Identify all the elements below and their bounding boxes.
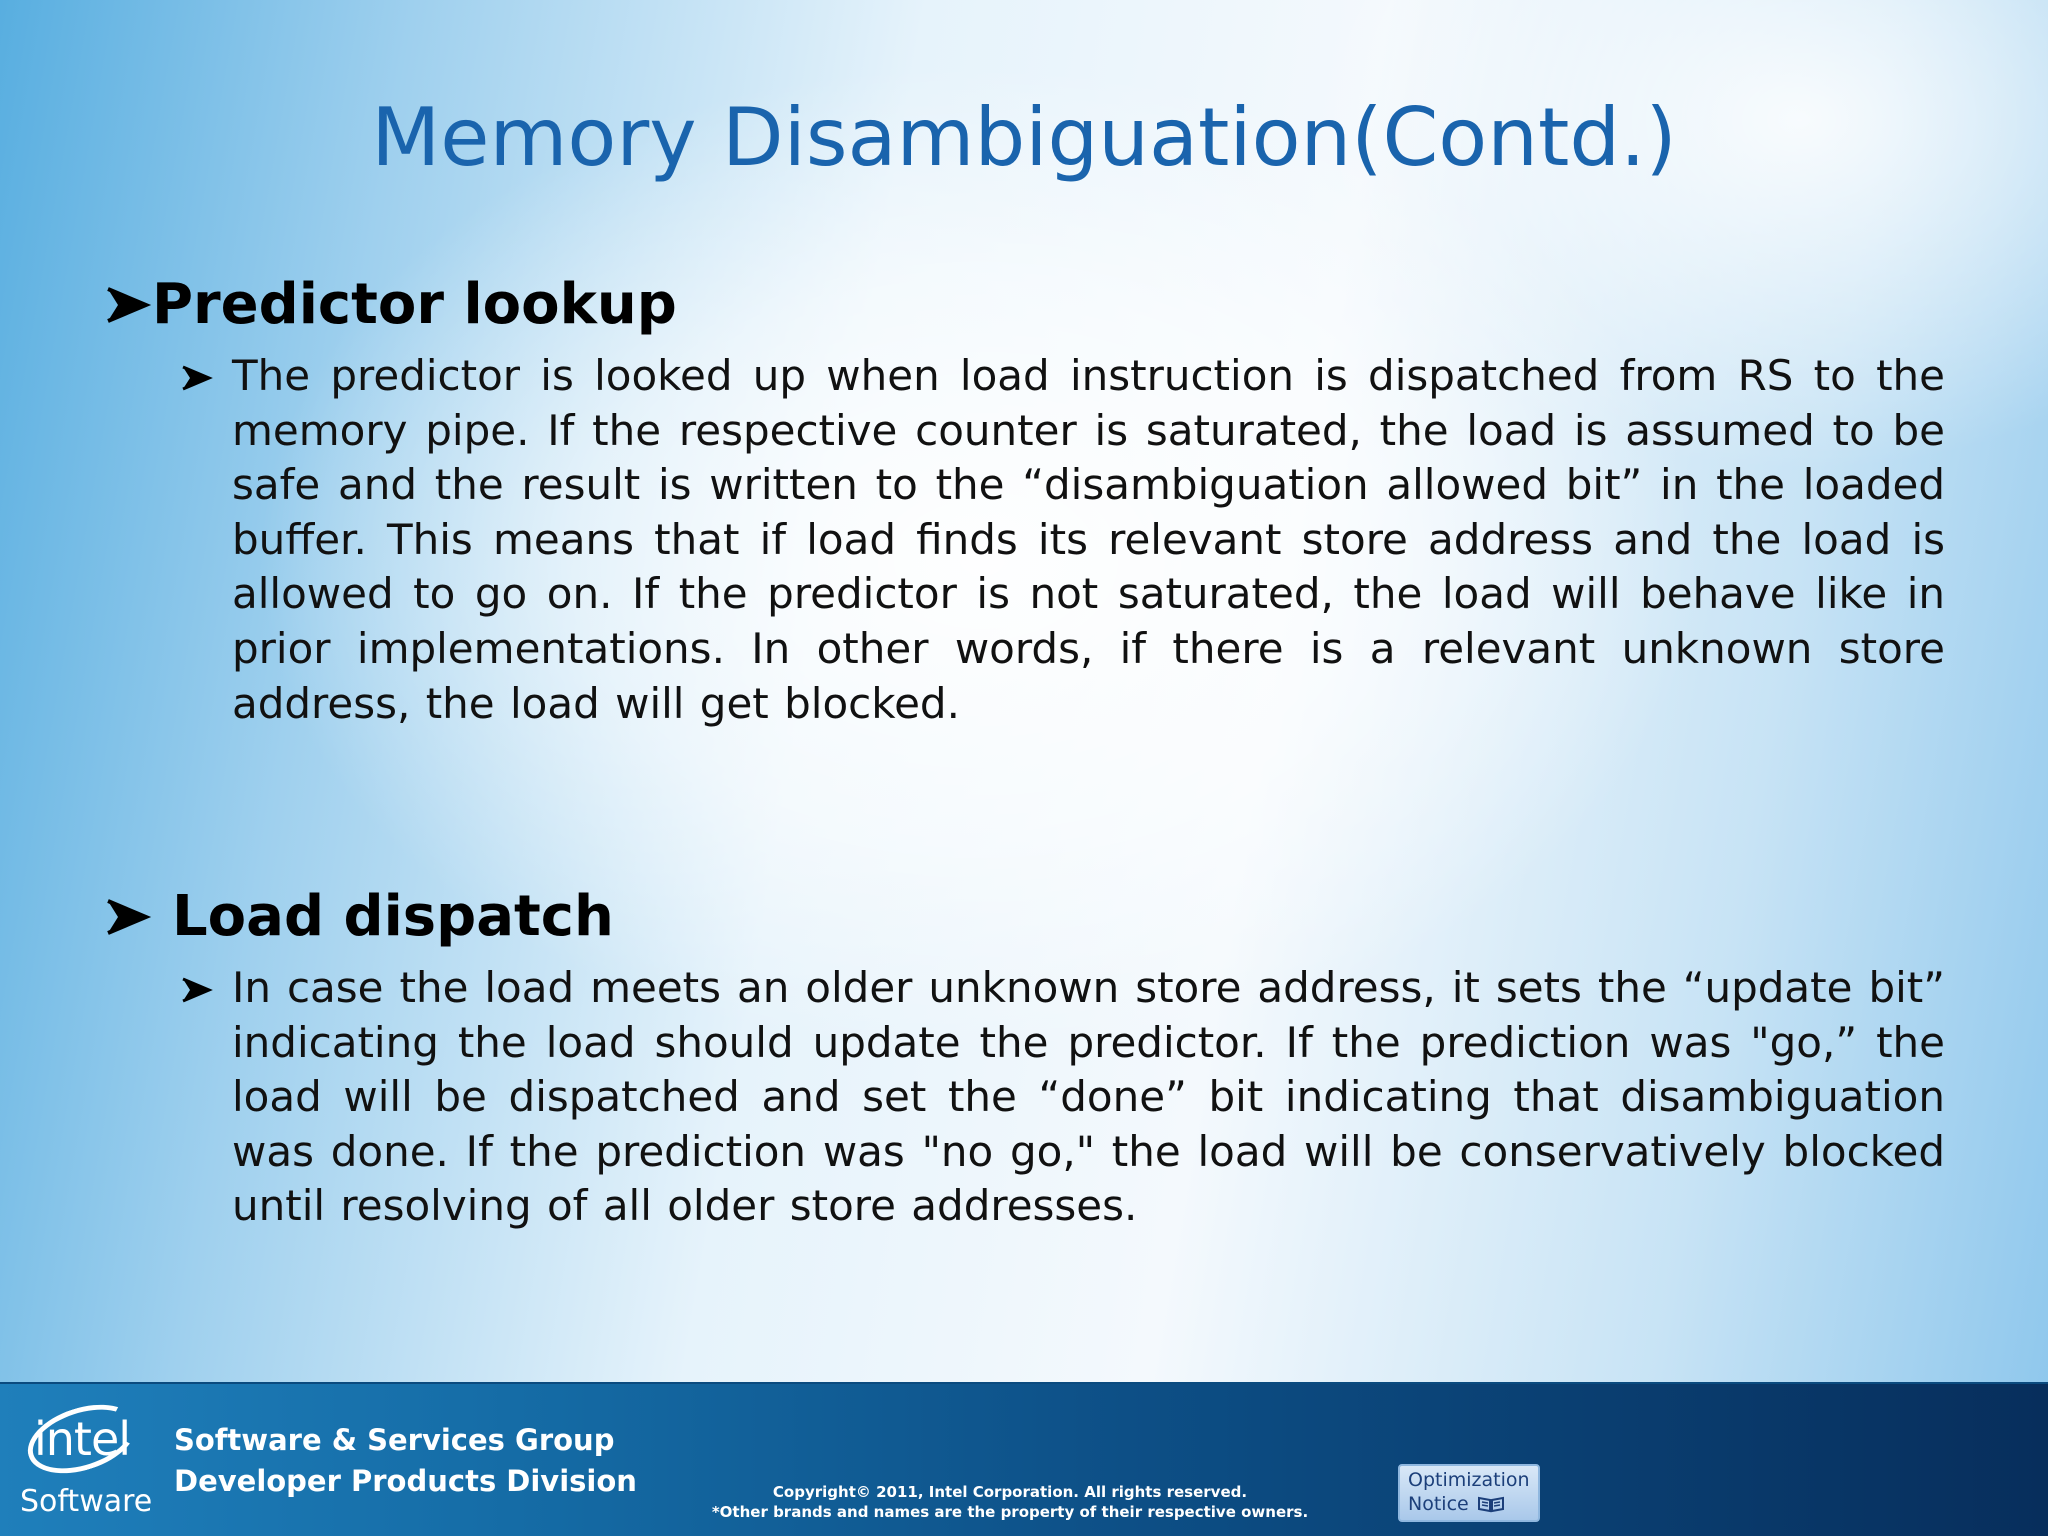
section-heading-predictor-lookup	[106, 270, 677, 340]
copyright-line: Copyright© 2011, Intel Corporation. All rights reserved.	[772, 1483, 1248, 1501]
arrow-bullet-icon	[180, 975, 214, 1005]
footer-bar	[0, 1382, 2048, 1536]
trademark-line: *Other brands and names are the property of their respective owners.	[711, 1503, 1309, 1521]
intel-software-label: Software	[20, 1484, 153, 1519]
section-heading-text: Load dispatch	[172, 884, 614, 949]
division-info	[174, 1420, 637, 1502]
book-icon	[1477, 1495, 1505, 1513]
slide-title: Memory Disambiguation(Contd.)	[371, 91, 1677, 184]
optimization-notice-button[interactable]	[1398, 1464, 1540, 1522]
copyright-notice	[640, 1482, 1380, 1522]
arrow-bullet-icon	[106, 283, 152, 327]
optimization-notice-label: Optimization	[1408, 1469, 1530, 1491]
section-heading-text: Predictor lookup	[152, 272, 677, 337]
bullet-item	[180, 349, 1945, 731]
arrow-bullet-icon	[106, 895, 152, 939]
intel-logo-wordmark: intel	[34, 1412, 131, 1466]
bullet-text: The predictor is looked up when load instruction is dispatched from RS to the memory pipe. If the respective counter is saturated, the load is assumed to be safe and the result is written to the “disambiguation allowed bit” in the loaded buffer. This means that if load finds its relevant store address and the load is allowed to go on. If the predictor is not saturated, the load will behave like in prior implementations. In other words, if there is a relevant unknown store address, the load will get blocked.	[232, 351, 1945, 728]
bullet-text: In case the load meets an older unknown store address, it sets the “update bit” indicating the load should update the predictor. If the prediction was "go,” the load will be dispatched and set the “done” bit indicating that disambiguation was done. If the prediction was "no go," the load will be conservatively blocked until resolving of all older store addresses.	[232, 963, 1945, 1231]
section-heading-load-dispatch	[106, 882, 614, 952]
division-name: Developer Products Division	[174, 1464, 637, 1498]
group-name: Software & Services Group	[174, 1423, 615, 1457]
intel-logo	[22, 1406, 147, 1476]
arrow-bullet-icon	[180, 363, 214, 393]
notice-label: Notice	[1408, 1493, 1469, 1515]
bullet-item	[180, 961, 1945, 1234]
